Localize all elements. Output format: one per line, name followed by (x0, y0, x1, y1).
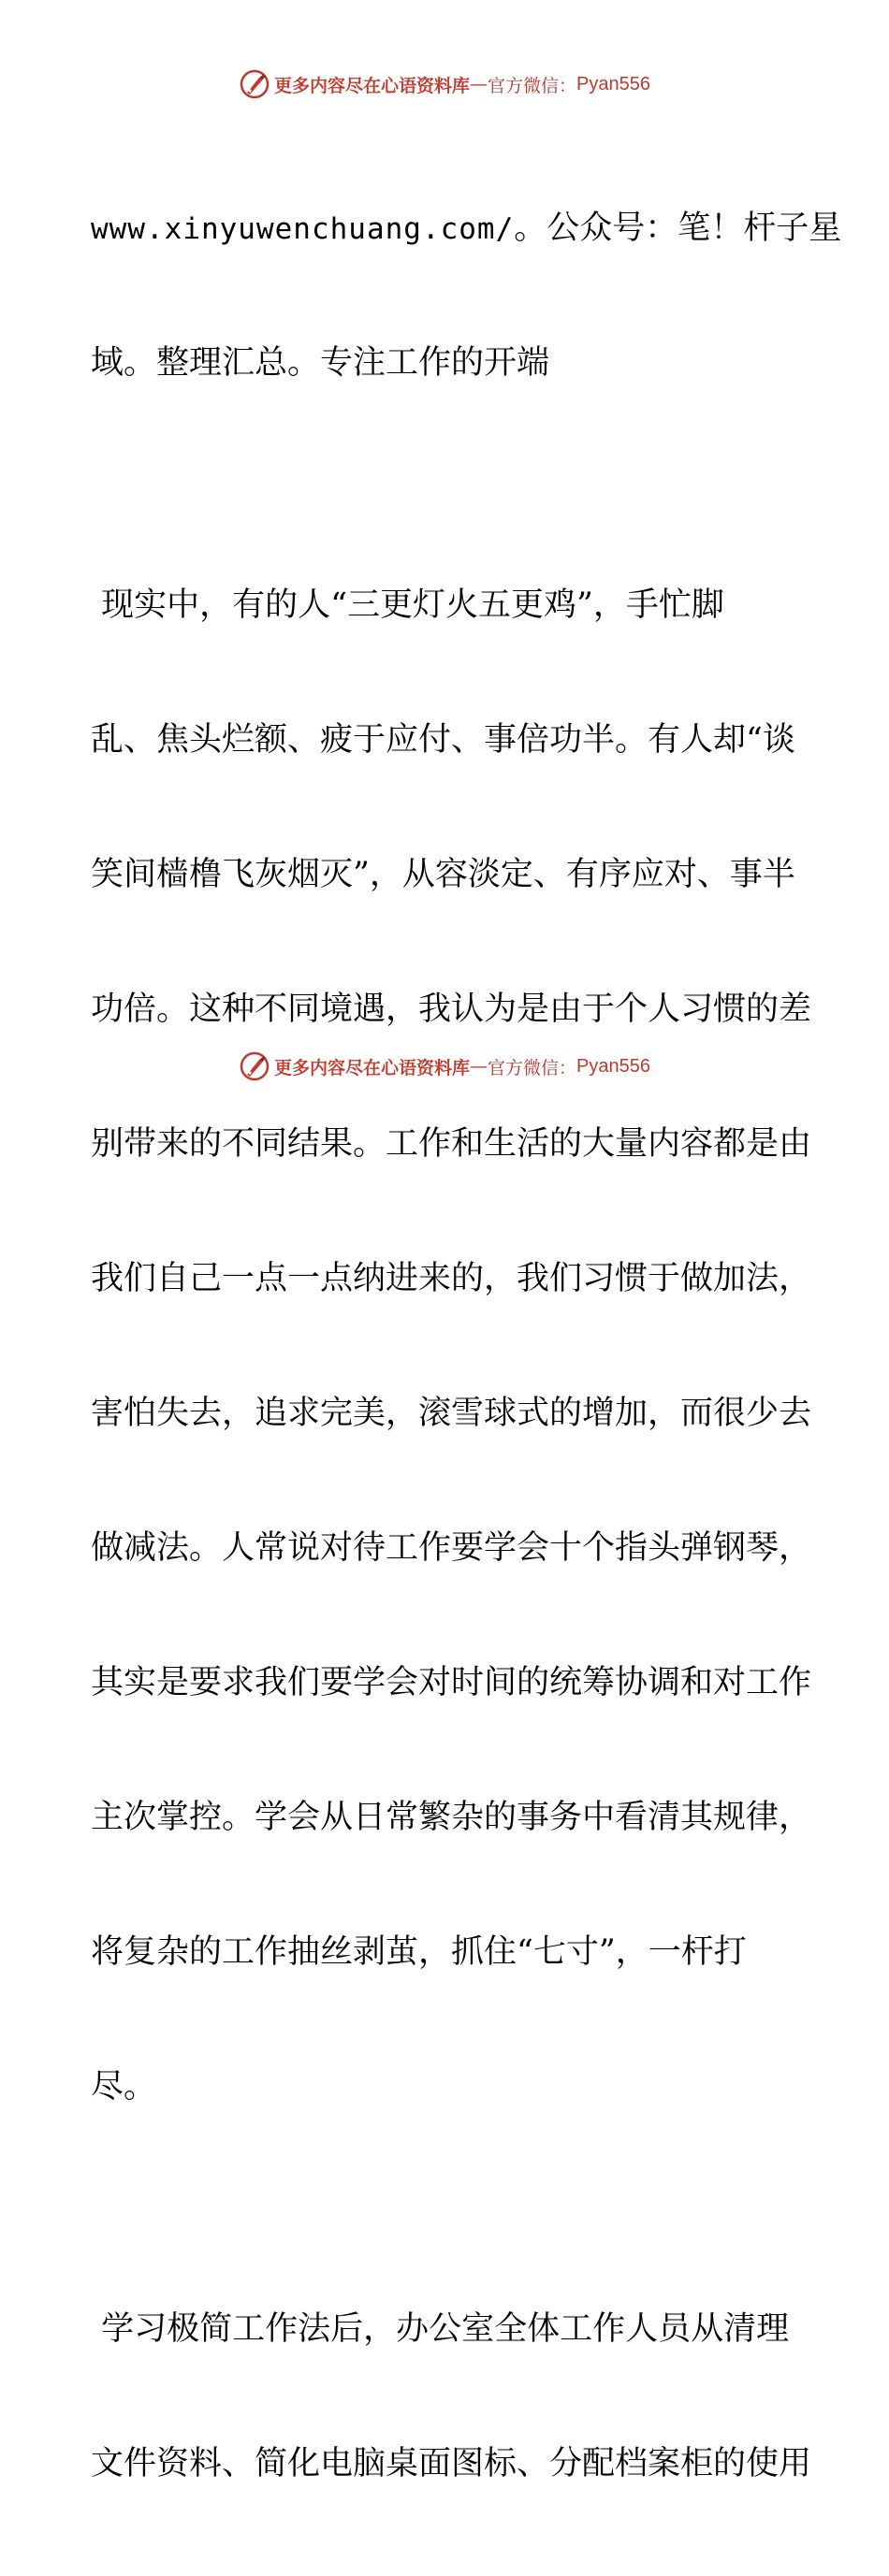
paragraph-reality (91, 493, 812, 2199)
source-note: 。公众号：笔！杆子星 (514, 210, 842, 247)
header-brand-text: 更多内容尽在心语资料库 (274, 75, 471, 96)
text-line: 尽。 (91, 2068, 157, 2106)
fountain-pen-logo-icon (239, 1050, 270, 1082)
fountain-pen-logo-icon (239, 68, 270, 100)
text-line: 做减法。人常说对待工作要学会十个指头弹钢琴， (91, 1529, 812, 1567)
text-line: 其实是要求我们要学会对时间的统筹协调和对工作 (91, 1664, 812, 1701)
header-separator: — (470, 74, 488, 94)
text-line: 笑间樯橹飞灰烟灭”，从容淡定、有序应对、事半 (91, 856, 795, 893)
text-line: 害怕失去，追求完美，滚雪球式的增加，而很少去 (91, 1395, 812, 1432)
paragraph-source (91, 116, 842, 475)
header-wechat-id: Pyan556 (576, 73, 650, 94)
footer-official-label: 官方微信： (488, 1057, 577, 1078)
text-line: 功倍。这种不同境遇，我认为是由于个人习惯的差 (91, 991, 812, 1028)
source-url: www.xinyuwenchuang.com/ (91, 212, 515, 246)
footer-brand-text: 更多内容尽在心语资料库 (274, 1057, 471, 1078)
text-line: 主次掌控。学会从日常繁杂的事务中看清其规律， (91, 1799, 812, 1836)
header-official-label: 官方微信： (488, 75, 577, 96)
text-line (91, 206, 842, 251)
document-body (91, 116, 842, 2576)
text-line: 现实中，有的人“三更灯火五更鸡”，手忙脚 (91, 586, 724, 624)
text-line: 别带来的不同结果。工作和生活的大量内容都是由 (91, 1125, 812, 1163)
text-line: 乱、焦头烂额、疲于应付、事倍功半。有人却“谈 (91, 721, 795, 759)
text-line: 域。整理汇总。专注工作的开端 (91, 344, 550, 382)
text-line: 将复杂的工作抽丝剥茧，抓住“七寸”，一杆打 (91, 1933, 747, 1971)
text-line: 学习极简工作法后，办公室全体工作人员从清理 (91, 2310, 790, 2348)
text-line: 文件资料、简化电脑桌面图标、分配档案柜的使用 (91, 2445, 812, 2482)
footer-wechat-id: Pyan556 (576, 1055, 650, 1077)
footer-separator: — (470, 1056, 488, 1077)
text-line: 我们自己一点一点纳进来的，我们习惯于做加法， (91, 1260, 812, 1297)
paragraph-minimalism (91, 2217, 812, 2576)
header-banner (0, 64, 889, 105)
footer-banner (0, 1046, 889, 1087)
